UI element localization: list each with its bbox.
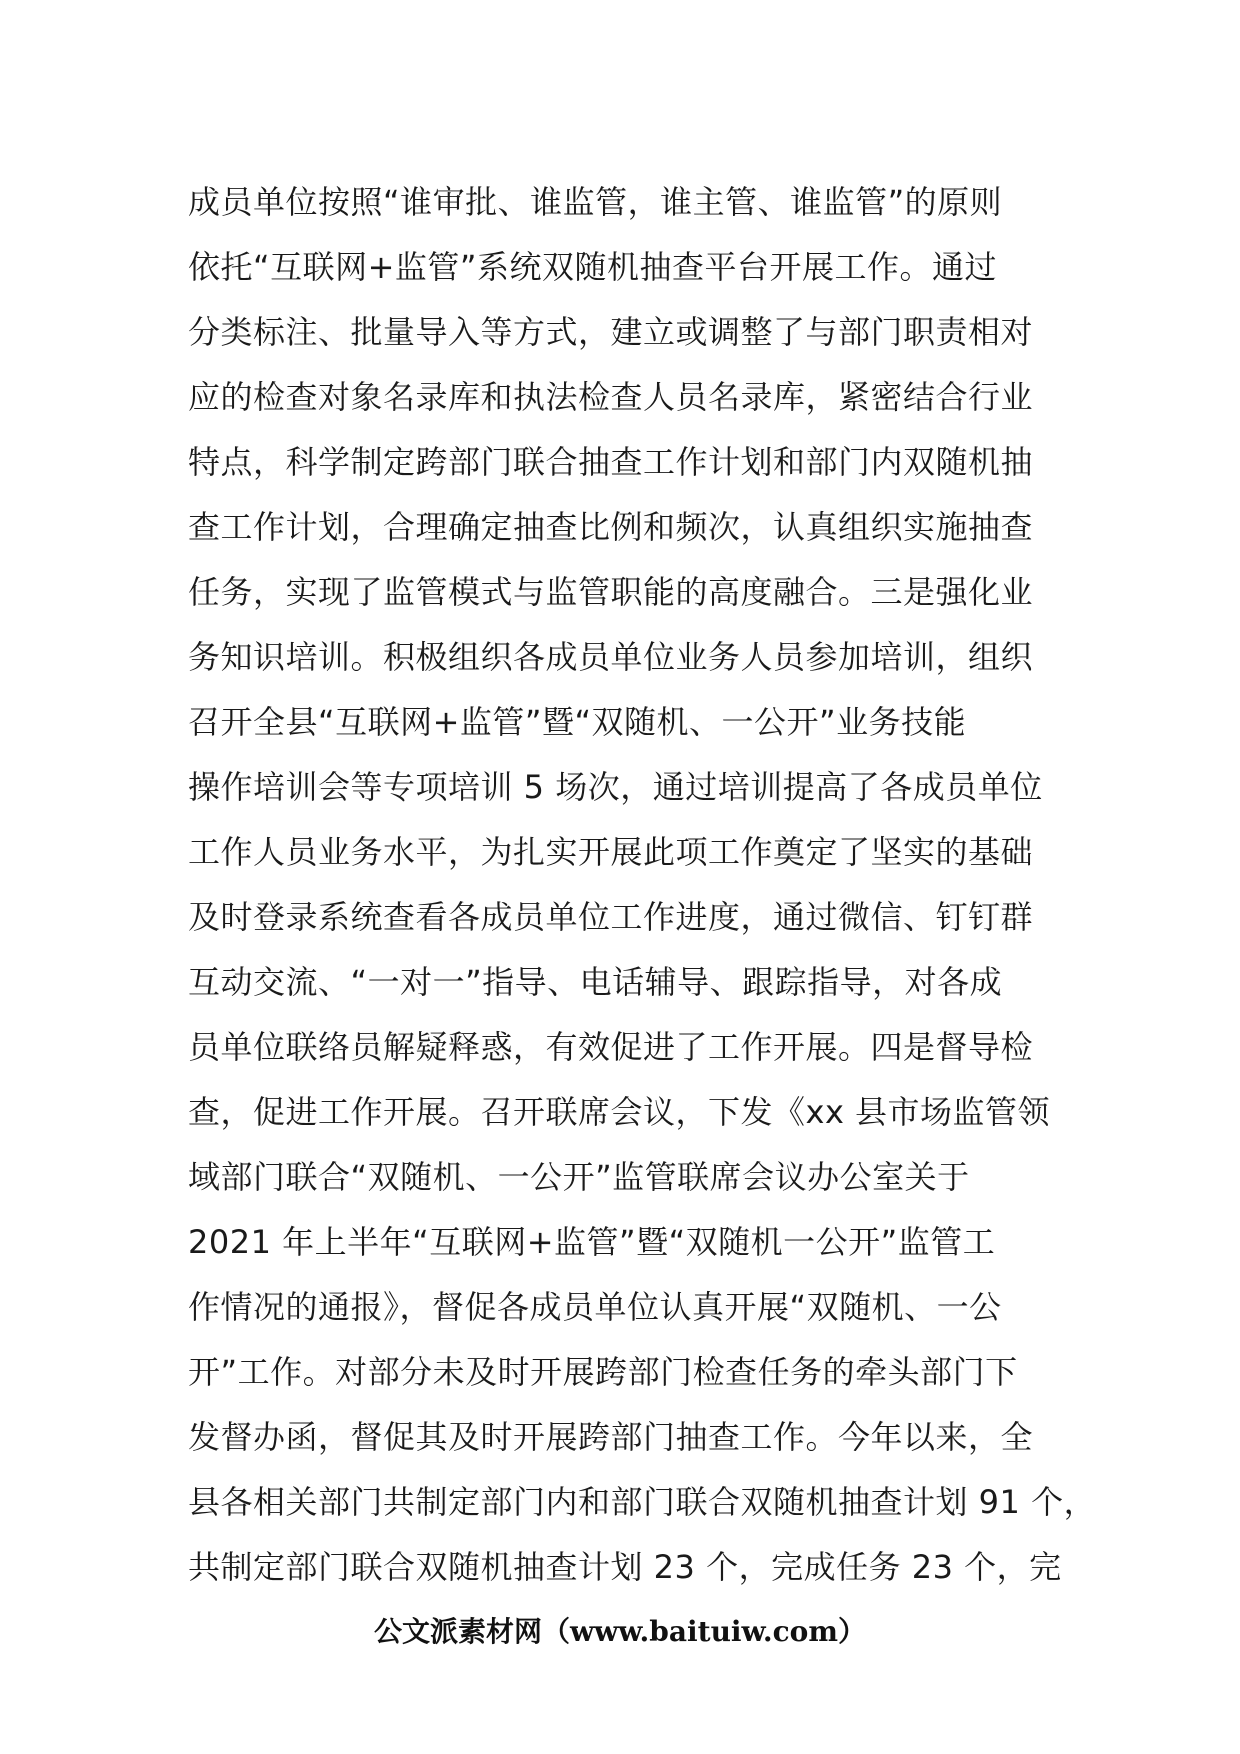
- text-line: 分类标注、批量导入等方式，建立或调整了与部门职责相对: [188, 313, 1034, 351]
- footer-watermark: 公文派素材网（www.baituiw.com）: [374, 1615, 866, 1648]
- text-line: 查，促进工作开展。召开联席会议，下发《xx 县市场监管领: [188, 1093, 1051, 1131]
- text-line: 域部门联合“双随机、一公开”监管联席会议办公室关于: [188, 1158, 970, 1196]
- text-line: 2021 年上半年“互联网+监管”暨“双随机一公开”监管工: [188, 1223, 996, 1261]
- text-line: 互动交流、“一对一”指导、电话辅导、跟踪指导，对各成: [188, 963, 1003, 1001]
- text-line: 作情况的通报》，督促各成员单位认真开展“双随机、一公: [188, 1288, 1002, 1326]
- text-line: 县各相关部门共制定部门内和部门联合双随机抽查计划 91 个，: [188, 1483, 1097, 1521]
- text-line: 任务，实现了监管模式与监管职能的高度融合。三是强化业: [188, 573, 1034, 611]
- text-line: 应的检查对象名录库和执法检查人员名录库，紧密结合行业: [188, 378, 1034, 416]
- text-line: 发督办函，督促其及时开展跨部门抽查工作。今年以来，全: [188, 1418, 1034, 1456]
- text-line: 成员单位按照“谁审批、谁监管，谁主管、谁监管”的原则: [188, 183, 1003, 221]
- text-line: 依托“互联网+监管”系统双随机抽查平台开展工作。通过: [188, 248, 997, 286]
- text-line: 操作培训会等专项培训 5 场次，通过培训提高了各成员单位: [188, 768, 1043, 806]
- body-text: [188, 170, 1097, 1600]
- text-line: 召开全县“互联网+监管”暨“双随机、一公开”业务技能: [188, 703, 967, 741]
- text-line: 特点，科学制定跨部门联合抽查工作计划和部门内双随机抽: [188, 443, 1034, 481]
- text-line: 开”工作。对部分未及时开展跨部门检查任务的牵头部门下: [188, 1353, 1018, 1391]
- text-line: 员单位联络员解疑释惑，有效促进了工作开展。四是督导检: [188, 1028, 1034, 1066]
- text-line: 及时登录系统查看各成员单位工作进度，通过微信、钉钉群: [188, 898, 1034, 936]
- text-line: 共制定部门联合双随机抽查计划 23 个，完成任务 23 个，完: [188, 1548, 1062, 1586]
- text-line: 工作人员业务水平，为扎实开展此项工作奠定了坚实的基础: [188, 833, 1034, 871]
- text-line: 务知识培训。积极组织各成员单位业务人员参加培训，组织: [188, 638, 1034, 676]
- text-line: 查工作计划，合理确定抽查比例和频次，认真组织实施抽查: [188, 508, 1034, 546]
